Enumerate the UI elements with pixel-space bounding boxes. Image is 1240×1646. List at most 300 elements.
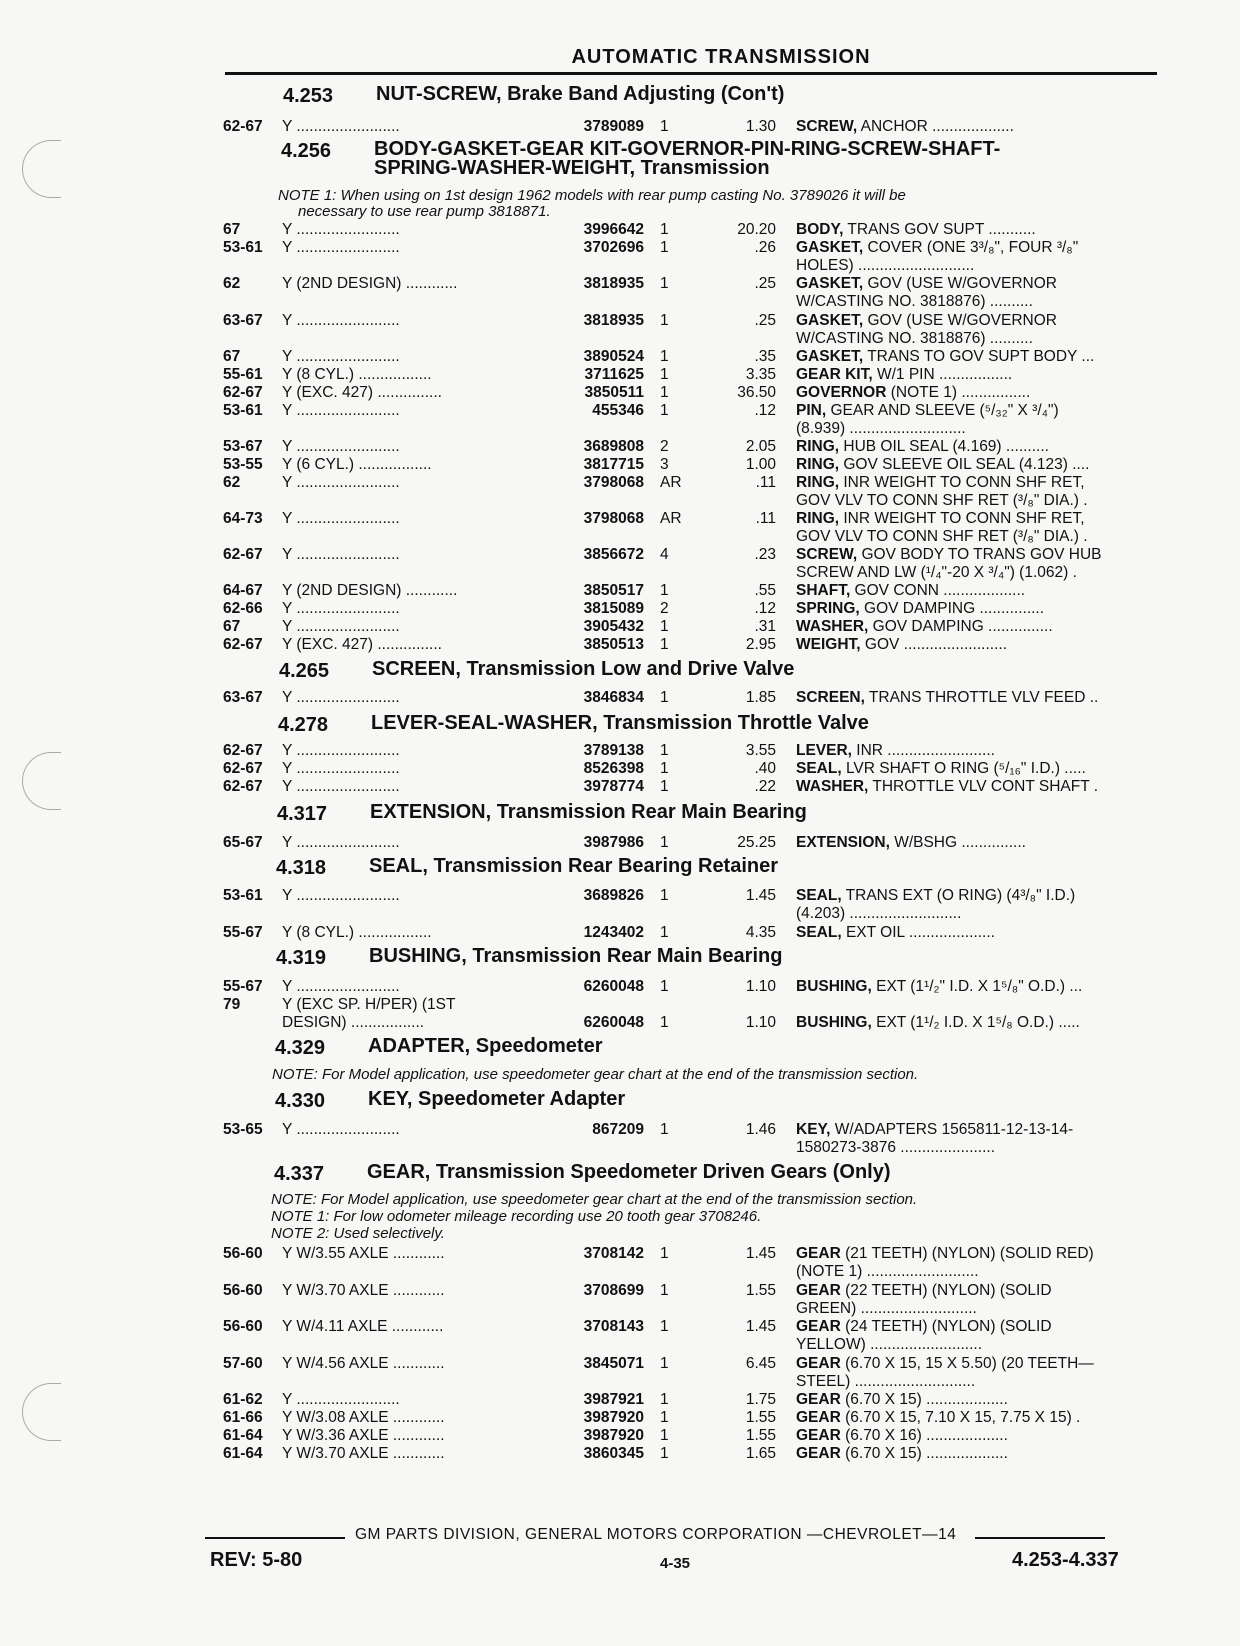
part-detail: INR ......................... bbox=[851, 742, 995, 759]
model-years: 61-66 bbox=[223, 1409, 263, 1426]
part-detail: HUB OIL SEAL (4.169) .......... bbox=[839, 438, 1049, 455]
part-detail: W/BSHG ............... bbox=[889, 834, 1026, 851]
part-description bbox=[796, 348, 1158, 366]
part-row bbox=[0, 330, 1240, 348]
part-row bbox=[0, 887, 1240, 905]
part-number: 3689808 bbox=[583, 438, 644, 455]
application: Y W/3.55 AXLE ............ bbox=[282, 1245, 445, 1262]
part-row bbox=[0, 564, 1240, 582]
quantity: 1 bbox=[660, 636, 669, 653]
part-row bbox=[0, 1391, 1240, 1409]
part-number: 3987921 bbox=[583, 1391, 644, 1408]
section-title: SEAL, Transmission Rear Bearing Retainer bbox=[369, 855, 779, 877]
part-name: SCREW, bbox=[796, 546, 858, 563]
model-years: 56-60 bbox=[223, 1318, 263, 1335]
price: 36.50 bbox=[737, 384, 776, 401]
quantity: AR bbox=[660, 474, 682, 491]
price: 1.46 bbox=[745, 1121, 776, 1138]
part-detail: GOV DAMPING ............... bbox=[868, 618, 1053, 635]
footer-rule-left bbox=[205, 1537, 345, 1539]
header-rule bbox=[225, 72, 1157, 75]
part-description bbox=[796, 239, 1158, 257]
model-years: 56-60 bbox=[223, 1282, 263, 1299]
quantity: 4 bbox=[660, 546, 669, 563]
part-detail: GOV (USE W/GOVERNOR bbox=[863, 275, 1057, 292]
part-row bbox=[0, 492, 1240, 510]
part-name: KEY, bbox=[796, 1121, 831, 1138]
part-detail: W/1 PIN ................. bbox=[872, 366, 1013, 383]
part-detail: HOLES) ........................... bbox=[796, 257, 975, 274]
quantity: 1 bbox=[660, 834, 669, 851]
part-description bbox=[796, 1445, 1158, 1463]
part-row bbox=[0, 221, 1240, 239]
section-note: NOTE 1: For low odometer mileage recording use 20 tooth gear 3708246. bbox=[271, 1208, 762, 1225]
punch-hole-mark bbox=[22, 140, 61, 198]
quantity: AR bbox=[660, 510, 682, 527]
part-description bbox=[796, 905, 1158, 923]
part-row bbox=[0, 1139, 1240, 1157]
model-years: 64-67 bbox=[223, 582, 263, 599]
model-years: 57-60 bbox=[223, 1355, 263, 1372]
footer-page-number: 4-35 bbox=[660, 1555, 691, 1572]
part-description bbox=[796, 600, 1158, 618]
part-detail: EXT OIL .................... bbox=[841, 924, 995, 941]
quantity: 1 bbox=[660, 778, 669, 795]
part-name: GEAR KIT, bbox=[796, 366, 873, 383]
model-years: 62-67 bbox=[223, 546, 263, 563]
part-number: 3708699 bbox=[583, 1282, 644, 1299]
part-number: 3818935 bbox=[583, 275, 644, 292]
model-years: 61-64 bbox=[223, 1445, 263, 1462]
model-years: 61-64 bbox=[223, 1427, 263, 1444]
part-detail: (NOTE 1) .......................... bbox=[796, 1263, 979, 1280]
part-row bbox=[0, 366, 1240, 384]
application: Y (6 CYL.) ................. bbox=[282, 456, 432, 473]
part-description bbox=[796, 1409, 1158, 1427]
part-number: 6260048 bbox=[583, 1014, 644, 1031]
part-detail: THROTTLE VLV CONT SHAFT . bbox=[868, 778, 1099, 795]
part-name: GEAR bbox=[796, 1391, 841, 1408]
part-name: SEAL, bbox=[796, 887, 842, 904]
price: 4.35 bbox=[745, 924, 776, 941]
section-note: NOTE: For Model application, use speedometer gear chart at the end of the transmission section. bbox=[271, 1191, 918, 1208]
application: Y W/3.70 AXLE ............ bbox=[282, 1282, 445, 1299]
part-name: GEAR bbox=[796, 1409, 841, 1426]
price: .31 bbox=[754, 618, 776, 635]
section-number: 4.253 bbox=[283, 85, 334, 107]
price: 6.45 bbox=[745, 1355, 776, 1372]
part-name: SHAFT, bbox=[796, 582, 851, 599]
price: .40 bbox=[754, 760, 776, 777]
part-description bbox=[796, 689, 1158, 707]
part-detail: GOV SLEEVE OIL SEAL (4.123) .... bbox=[839, 456, 1090, 473]
application: Y ........................ bbox=[282, 546, 400, 563]
quantity: 1 bbox=[660, 582, 669, 599]
part-detail: (8.939) ........................... bbox=[796, 420, 966, 437]
section-number: 4.337 bbox=[274, 1163, 325, 1185]
price: 2.95 bbox=[745, 636, 776, 653]
section-title: BUSHING, Transmission Rear Main Bearing bbox=[369, 945, 783, 967]
part-name: GEAR bbox=[796, 1445, 841, 1462]
price: 1.10 bbox=[745, 978, 776, 995]
part-description bbox=[796, 221, 1158, 239]
part-row bbox=[0, 456, 1240, 474]
application: Y (EXC SP. H/PER) (1ST bbox=[282, 996, 456, 1013]
part-number: 3846834 bbox=[583, 689, 644, 706]
part-detail: W/CASTING NO. 3818876) .......... bbox=[796, 330, 1033, 347]
section-note: NOTE 2: Used selectively. bbox=[271, 1225, 445, 1242]
part-description bbox=[796, 330, 1158, 348]
model-years: 62 bbox=[223, 275, 241, 292]
part-detail: GOV VLV TO CONN SHF RET (³/₈" DIA.) . bbox=[796, 528, 1088, 545]
part-detail: GREEN) ........................... bbox=[796, 1300, 977, 1317]
application: Y (2ND DESIGN) ............ bbox=[282, 582, 458, 599]
quantity: 1 bbox=[660, 239, 669, 256]
price: 1.45 bbox=[745, 1245, 776, 1262]
part-detail: STEEL) ............................ bbox=[796, 1373, 976, 1390]
part-number: 3815089 bbox=[583, 600, 644, 617]
application: Y ........................ bbox=[282, 221, 400, 238]
part-row bbox=[0, 420, 1240, 438]
part-name: GASKET, bbox=[796, 312, 864, 329]
part-description bbox=[796, 1139, 1158, 1157]
part-name: SCREW, bbox=[796, 118, 858, 135]
part-name: GEAR bbox=[796, 1282, 841, 1299]
part-row bbox=[0, 742, 1240, 760]
application: Y ........................ bbox=[282, 887, 400, 904]
part-description bbox=[796, 474, 1158, 492]
part-description bbox=[796, 1121, 1158, 1139]
application: Y W/3.70 AXLE ............ bbox=[282, 1445, 445, 1462]
price: 1.10 bbox=[745, 1014, 776, 1031]
part-description bbox=[796, 312, 1158, 330]
model-years: 67 bbox=[223, 618, 241, 635]
part-description bbox=[796, 1245, 1158, 1263]
part-detail: GOV VLV TO CONN SHF RET (³/₈" DIA.) . bbox=[796, 492, 1088, 509]
part-number: 3978774 bbox=[583, 778, 644, 795]
price: .12 bbox=[754, 402, 776, 419]
part-description bbox=[796, 402, 1158, 420]
price: 3.35 bbox=[745, 366, 776, 383]
price: .11 bbox=[755, 474, 776, 491]
part-name: EXTENSION, bbox=[796, 834, 890, 851]
model-years: 62-66 bbox=[223, 600, 263, 617]
part-detail: (24 TEETH) (NYLON) (SOLID bbox=[840, 1318, 1052, 1335]
part-description bbox=[796, 978, 1158, 996]
quantity: 1 bbox=[660, 1355, 669, 1372]
application: Y ........................ bbox=[282, 1121, 400, 1138]
part-name: SEAL, bbox=[796, 924, 842, 941]
quantity: 1 bbox=[660, 384, 669, 401]
part-row bbox=[0, 1409, 1240, 1427]
part-name: RING, bbox=[796, 510, 840, 527]
part-detail: GOV BODY TO TRANS GOV HUB bbox=[857, 546, 1102, 563]
model-years: 53-67 bbox=[223, 438, 263, 455]
model-years: 62-67 bbox=[223, 760, 263, 777]
application: Y ........................ bbox=[282, 618, 400, 635]
part-number: 455346 bbox=[592, 402, 644, 419]
price: 1.75 bbox=[745, 1391, 776, 1408]
part-description bbox=[796, 618, 1158, 636]
application: Y ........................ bbox=[282, 834, 400, 851]
part-name: RING, bbox=[796, 438, 840, 455]
application: Y ........................ bbox=[282, 1391, 400, 1408]
part-row bbox=[0, 834, 1240, 852]
part-detail: (6.70 X 15, 7.10 X 15, 7.75 X 15) . bbox=[840, 1409, 1081, 1426]
part-description bbox=[796, 275, 1158, 293]
application: Y ........................ bbox=[282, 510, 400, 527]
part-row bbox=[0, 474, 1240, 492]
section-title: ADAPTER, Speedometer bbox=[368, 1035, 603, 1057]
part-description bbox=[796, 760, 1158, 778]
part-row bbox=[0, 293, 1240, 311]
application: Y ........................ bbox=[282, 118, 400, 135]
price: .35 bbox=[754, 348, 776, 365]
quantity: 3 bbox=[660, 456, 669, 473]
model-years: 65-67 bbox=[223, 834, 263, 851]
part-row bbox=[0, 1300, 1240, 1318]
price: 1.55 bbox=[745, 1409, 776, 1426]
part-row bbox=[0, 348, 1240, 366]
part-detail: W/ADAPTERS 1565811-12-13-14- bbox=[830, 1121, 1074, 1138]
application: Y ........................ bbox=[282, 239, 400, 256]
part-row bbox=[0, 996, 1240, 1014]
price: 1.30 bbox=[745, 118, 776, 135]
part-name: SPRING, bbox=[796, 600, 860, 617]
part-number: 3702696 bbox=[583, 239, 644, 256]
part-detail: GOV CONN ................... bbox=[850, 582, 1026, 599]
part-row bbox=[0, 1355, 1240, 1373]
footer-corporation: GM PARTS DIVISION, GENERAL MOTORS CORPORATION —CHEVROLET—14 bbox=[355, 1526, 957, 1543]
page-title: AUTOMATIC TRANSMISSION bbox=[571, 46, 871, 68]
part-description bbox=[796, 1427, 1158, 1445]
part-number: 3689826 bbox=[583, 887, 644, 904]
part-description bbox=[796, 742, 1158, 760]
part-description bbox=[796, 834, 1158, 852]
part-name: GEAR bbox=[796, 1427, 841, 1444]
price: .23 bbox=[754, 546, 776, 563]
quantity: 1 bbox=[660, 1318, 669, 1335]
footer-section-range: 4.253-4.337 bbox=[1012, 1549, 1119, 1571]
part-row bbox=[0, 118, 1240, 136]
quantity: 1 bbox=[660, 689, 669, 706]
part-number: 3987986 bbox=[583, 834, 644, 851]
part-number: 3850513 bbox=[583, 636, 644, 653]
part-row bbox=[0, 257, 1240, 275]
section-number: 4.318 bbox=[276, 857, 327, 879]
application: Y W/3.36 AXLE ............ bbox=[282, 1427, 445, 1444]
part-description bbox=[796, 257, 1158, 275]
part-name: GASKET, bbox=[796, 239, 864, 256]
part-number: 867209 bbox=[592, 1121, 644, 1138]
section-number: 4.256 bbox=[281, 140, 332, 162]
model-years: 62 bbox=[223, 474, 241, 491]
application: Y (2ND DESIGN) ............ bbox=[282, 275, 458, 292]
part-row bbox=[0, 924, 1240, 942]
application: Y (8 CYL.) ................. bbox=[282, 366, 432, 383]
model-years: 55-67 bbox=[223, 978, 263, 995]
model-years: 62-67 bbox=[223, 384, 263, 401]
price: .55 bbox=[754, 582, 776, 599]
part-name: GEAR bbox=[796, 1355, 841, 1372]
section-number: 4.265 bbox=[279, 660, 330, 682]
application: Y ........................ bbox=[282, 778, 400, 795]
part-description bbox=[796, 528, 1158, 546]
section-number: 4.330 bbox=[275, 1090, 326, 1112]
part-description bbox=[796, 1355, 1158, 1373]
application: Y ........................ bbox=[282, 600, 400, 617]
footer-revision: REV: 5-80 bbox=[210, 1549, 303, 1571]
application: Y ........................ bbox=[282, 689, 400, 706]
part-description bbox=[796, 1263, 1158, 1281]
quantity: 1 bbox=[660, 1391, 669, 1408]
part-detail: TRANS GOV SUPT ........... bbox=[843, 221, 1036, 238]
part-description bbox=[796, 778, 1158, 796]
part-name: SCREEN, bbox=[796, 689, 865, 706]
model-years: 53-55 bbox=[223, 456, 263, 473]
part-detail: GEAR AND SLEEVE (⁵/₃₂" X ³/₄") bbox=[826, 402, 1059, 419]
part-row bbox=[0, 528, 1240, 546]
section-number: 4.319 bbox=[276, 947, 327, 969]
part-description bbox=[796, 1373, 1158, 1391]
part-name: GEAR bbox=[796, 1245, 841, 1262]
part-name: BODY, bbox=[796, 221, 844, 238]
quantity: 1 bbox=[660, 887, 669, 904]
price: 2.05 bbox=[745, 438, 776, 455]
price: 1.45 bbox=[745, 887, 776, 904]
part-name: GASKET, bbox=[796, 275, 864, 292]
part-name: WASHER, bbox=[796, 618, 869, 635]
part-number: 3850511 bbox=[584, 384, 644, 401]
part-name: BUSHING, bbox=[796, 978, 872, 995]
part-detail: YELLOW) .......................... bbox=[796, 1336, 983, 1353]
part-number: 3856672 bbox=[583, 546, 644, 563]
section-title: NUT-SCREW, Brake Band Adjusting (Con't) bbox=[376, 83, 785, 105]
section-number: 4.329 bbox=[275, 1037, 326, 1059]
part-number: 3708143 bbox=[583, 1318, 644, 1335]
price: 1.65 bbox=[745, 1445, 776, 1462]
part-row bbox=[0, 636, 1240, 654]
model-years: 63-67 bbox=[223, 312, 263, 329]
part-row bbox=[0, 1121, 1240, 1139]
part-row bbox=[0, 1014, 1240, 1032]
part-row bbox=[0, 1282, 1240, 1300]
model-years: 67 bbox=[223, 348, 241, 365]
model-years: 53-61 bbox=[223, 239, 263, 256]
price: 20.20 bbox=[737, 221, 776, 238]
quantity: 1 bbox=[660, 1245, 669, 1262]
part-number: 3817715 bbox=[583, 456, 644, 473]
quantity: 1 bbox=[660, 348, 669, 365]
model-years: 63-67 bbox=[223, 689, 263, 706]
model-years: 64-73 bbox=[223, 510, 263, 527]
model-years: 53-61 bbox=[223, 887, 263, 904]
part-number: 3850517 bbox=[583, 582, 644, 599]
part-number: 3987920 bbox=[583, 1409, 644, 1426]
part-detail: (6.70 X 15, 15 X 5.50) (20 TEETH— bbox=[840, 1355, 1094, 1372]
application: Y (EXC. 427) ............... bbox=[282, 384, 442, 401]
part-detail: (21 TEETH) (NYLON) (SOLID RED) bbox=[840, 1245, 1094, 1262]
application: DESIGN) ................. bbox=[282, 1014, 425, 1031]
part-number: 3708142 bbox=[583, 1245, 644, 1262]
part-row bbox=[0, 1427, 1240, 1445]
part-number: 3996642 bbox=[583, 221, 644, 238]
model-years: 67 bbox=[223, 221, 241, 238]
part-row bbox=[0, 905, 1240, 923]
quantity: 2 bbox=[660, 438, 669, 455]
part-detail: TRANS THROTTLE VLV FEED .. bbox=[864, 689, 1099, 706]
model-years: 55-61 bbox=[223, 366, 263, 383]
model-years: 62-67 bbox=[223, 636, 263, 653]
price: .25 bbox=[754, 275, 776, 292]
part-description bbox=[796, 1318, 1158, 1336]
part-detail: (NOTE 1) ................ bbox=[886, 384, 1031, 401]
part-description bbox=[796, 492, 1158, 510]
part-detail: ANCHOR ................... bbox=[857, 118, 1014, 135]
part-number: 3987920 bbox=[583, 1427, 644, 1444]
price: 1.45 bbox=[745, 1318, 776, 1335]
section-number: 4.317 bbox=[277, 803, 328, 825]
quantity: 1 bbox=[660, 924, 669, 941]
quantity: 1 bbox=[660, 978, 669, 995]
quantity: 1 bbox=[660, 742, 669, 759]
part-description bbox=[796, 118, 1158, 136]
part-detail: GOV (USE W/GOVERNOR bbox=[863, 312, 1057, 329]
section-number: 4.278 bbox=[278, 714, 329, 736]
part-number: 3789089 bbox=[583, 118, 644, 135]
part-detail: TRANS EXT (O RING) (4³/₈" I.D.) bbox=[841, 887, 1076, 904]
application: Y W/4.56 AXLE ............ bbox=[282, 1355, 445, 1372]
section-title-continued: SPRING-WASHER-WEIGHT, Transmission bbox=[374, 157, 770, 179]
part-number: 6260048 bbox=[583, 978, 644, 995]
part-description bbox=[796, 456, 1158, 474]
part-name: GOVERNOR bbox=[796, 384, 887, 401]
application: Y (8 CYL.) ................. bbox=[282, 924, 432, 941]
application: Y ........................ bbox=[282, 438, 400, 455]
quantity: 1 bbox=[660, 118, 669, 135]
application: Y ........................ bbox=[282, 312, 400, 329]
model-years: 53-65 bbox=[223, 1121, 263, 1138]
model-years: 56-60 bbox=[223, 1245, 263, 1262]
part-description bbox=[796, 636, 1158, 654]
part-row bbox=[0, 1373, 1240, 1391]
quantity: 1 bbox=[660, 760, 669, 777]
part-number: 8526398 bbox=[583, 760, 644, 777]
part-description bbox=[796, 924, 1158, 942]
section-title: LEVER-SEAL-WASHER, Transmission Throttle Valve bbox=[371, 712, 869, 734]
model-years: 61-62 bbox=[223, 1391, 263, 1408]
application: Y ........................ bbox=[282, 978, 400, 995]
footer-rule-right bbox=[975, 1537, 1105, 1539]
model-years: 55-67 bbox=[223, 924, 263, 941]
part-row bbox=[0, 275, 1240, 293]
part-row bbox=[0, 402, 1240, 420]
section-title: BODY-GASKET-GEAR KIT-GOVERNOR-PIN-RING-SCREW-SHAFT- bbox=[374, 138, 1001, 160]
part-detail: (6.70 X 16) ................... bbox=[840, 1427, 1008, 1444]
part-description bbox=[796, 1300, 1158, 1318]
part-number: 3845071 bbox=[583, 1355, 644, 1372]
part-description bbox=[796, 1336, 1158, 1354]
application: Y ........................ bbox=[282, 474, 400, 491]
quantity: 1 bbox=[660, 366, 669, 383]
part-detail: EXT (1¹/₂ I.D. X 1⁵/₈ O.D.) ..... bbox=[871, 1014, 1080, 1031]
part-name: PIN, bbox=[796, 402, 827, 419]
price: .26 bbox=[754, 239, 776, 256]
part-row bbox=[0, 1445, 1240, 1463]
quantity: 1 bbox=[660, 221, 669, 238]
part-number: 3818935 bbox=[583, 312, 644, 329]
quantity: 1 bbox=[660, 312, 669, 329]
